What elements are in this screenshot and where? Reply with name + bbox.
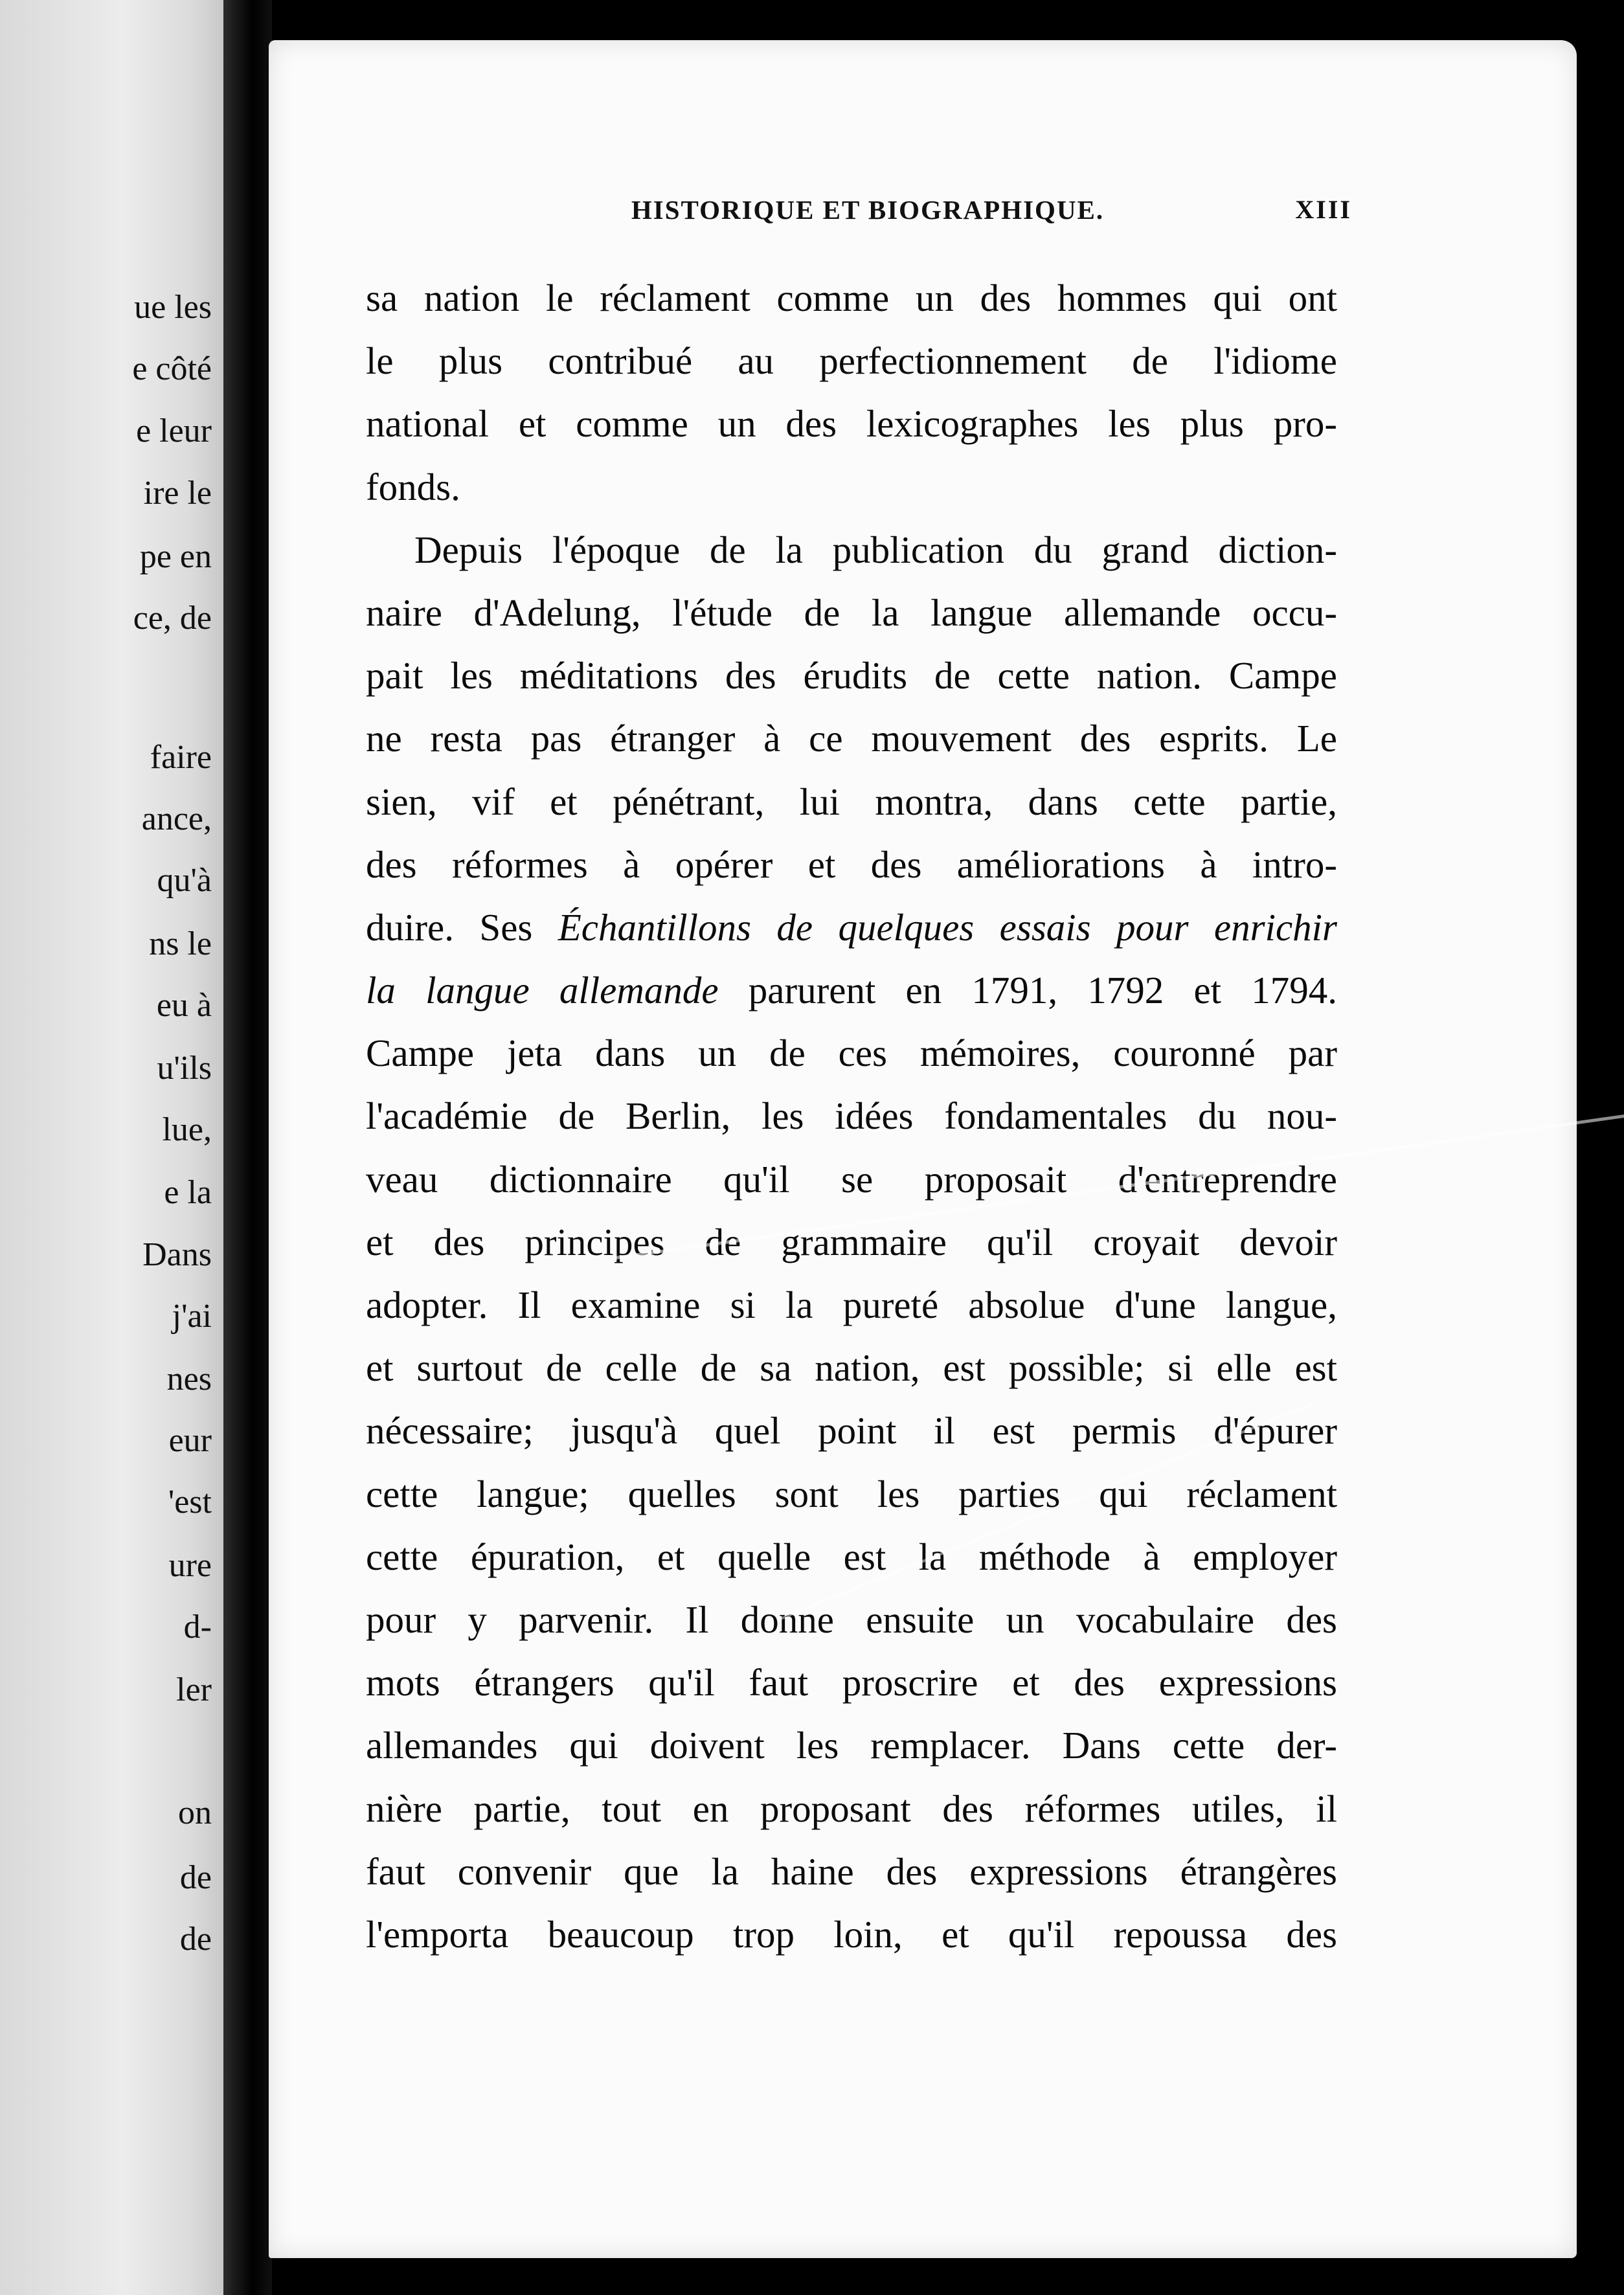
left-page-line: ire le (143, 475, 212, 512)
italic-title: Échantillons de quelques essais pour enrichir (558, 905, 1337, 949)
text-line: ne resta pas étranger à ce mouvement des esprits. Le (366, 717, 1337, 760)
text-line: mots étrangers qu'il faut proscrire et des expressions (366, 1661, 1337, 1704)
running-head: HISTORIQUE ET BIOGRAPHIQUE. (631, 195, 1105, 225)
left-page-line: ance, (141, 800, 212, 837)
left-page-line: e leur (136, 413, 212, 449)
left-page-line: pe en (139, 538, 212, 575)
text-line: veau dictionnaire qu'il se proposait d'entreprendre (366, 1157, 1337, 1201)
left-page-line: 'est (168, 1484, 212, 1521)
text-line: Campe jeta dans un de ces mémoires, couronné par (366, 1032, 1337, 1075)
page-number: XIII (1295, 195, 1352, 224)
text-line: cette langue; quelles sont les parties qui réclament (366, 1472, 1337, 1515)
left-page-line: eur (168, 1422, 212, 1459)
text-line: des réformes à opérer et des améliorations à intro- (366, 842, 1337, 886)
left-page-line: faire (150, 739, 212, 776)
text-line: cette épuration, et quelle est la méthode à employer (366, 1535, 1337, 1578)
left-page-line: lue, (162, 1111, 212, 1148)
text-line: Depuis l'époque de la publication du grand diction- (414, 528, 1337, 571)
left-page-line: ns le (149, 925, 212, 962)
text-line: national et comme un des lexicographes les plus pro- (366, 402, 1337, 446)
left-page-fragment (0, 0, 223, 2295)
text-line: et surtout de celle de sa nation, est possible; si elle est (366, 1346, 1337, 1390)
left-page-line: eu à (156, 987, 212, 1024)
body-text (366, 267, 1337, 1966)
text-line: allemandes qui doivent les remplacer. Dans cette der- (366, 1724, 1337, 1767)
text-line: faut convenir que la haine des expressions étrangères (366, 1849, 1337, 1893)
left-page-line: j'ai (172, 1298, 212, 1335)
left-page-line: d- (183, 1609, 212, 1645)
text-line: nécessaire; jusqu'à quel point il est permis d'épurer (366, 1409, 1337, 1453)
text-line: l'académie de Berlin, les idées fondamentales du nou- (366, 1094, 1337, 1138)
left-page-line: Dans (142, 1236, 212, 1273)
left-page-line: de (179, 1859, 212, 1896)
text-line: le plus contribué au perfectionnement de l'idiome (366, 339, 1337, 383)
text-line: sa nation le réclament comme un des hommes qui ont (366, 277, 1337, 319)
text-line: l'emporta beaucoup trop loin, et qu'il repoussa des (366, 1912, 1337, 1956)
left-page-line: e côté (132, 350, 212, 387)
left-page-line: nes (166, 1361, 212, 1397)
left-page-line: de (179, 1921, 212, 1958)
text-line: sien, vif et pénétrant, lui montra, dans cette partie, (366, 780, 1337, 823)
left-page-line: e la (164, 1174, 212, 1211)
text-line: et des principes de grammaire qu'il croyait devoir (366, 1220, 1337, 1263)
text-line: fonds. (366, 465, 460, 508)
text-line: duire. Ses Échantillons de quelques essais pour enrichir (366, 905, 1337, 949)
italic-title: la langue allemande (366, 969, 719, 1012)
book-gutter (223, 0, 272, 2295)
text-line: nière partie, tout en proposant des réformes utiles, il (366, 1787, 1337, 1830)
left-page-line: ce, de (133, 600, 212, 637)
left-page-line: u'ils (157, 1050, 212, 1087)
text-line: pait les méditations des érudits de cette nation. Campe (366, 654, 1337, 697)
text-line: naire d'Adelung, l'étude de la langue allemande occu- (366, 591, 1337, 634)
left-page-line: ue les (134, 289, 212, 326)
text-line: pour y parvenir. Il donne ensuite un vocabulaire des (366, 1598, 1337, 1641)
left-page-line: ler (176, 1671, 212, 1708)
text-line: la langue allemande parurent en 1791, 1792 et 1794. (366, 969, 1337, 1012)
left-page-line: ure (168, 1547, 212, 1584)
left-page-line: on (178, 1794, 212, 1831)
left-page-line: qu'à (157, 862, 212, 899)
text-line: adopter. Il examine si la pureté absolue d'une langue, (366, 1283, 1337, 1326)
